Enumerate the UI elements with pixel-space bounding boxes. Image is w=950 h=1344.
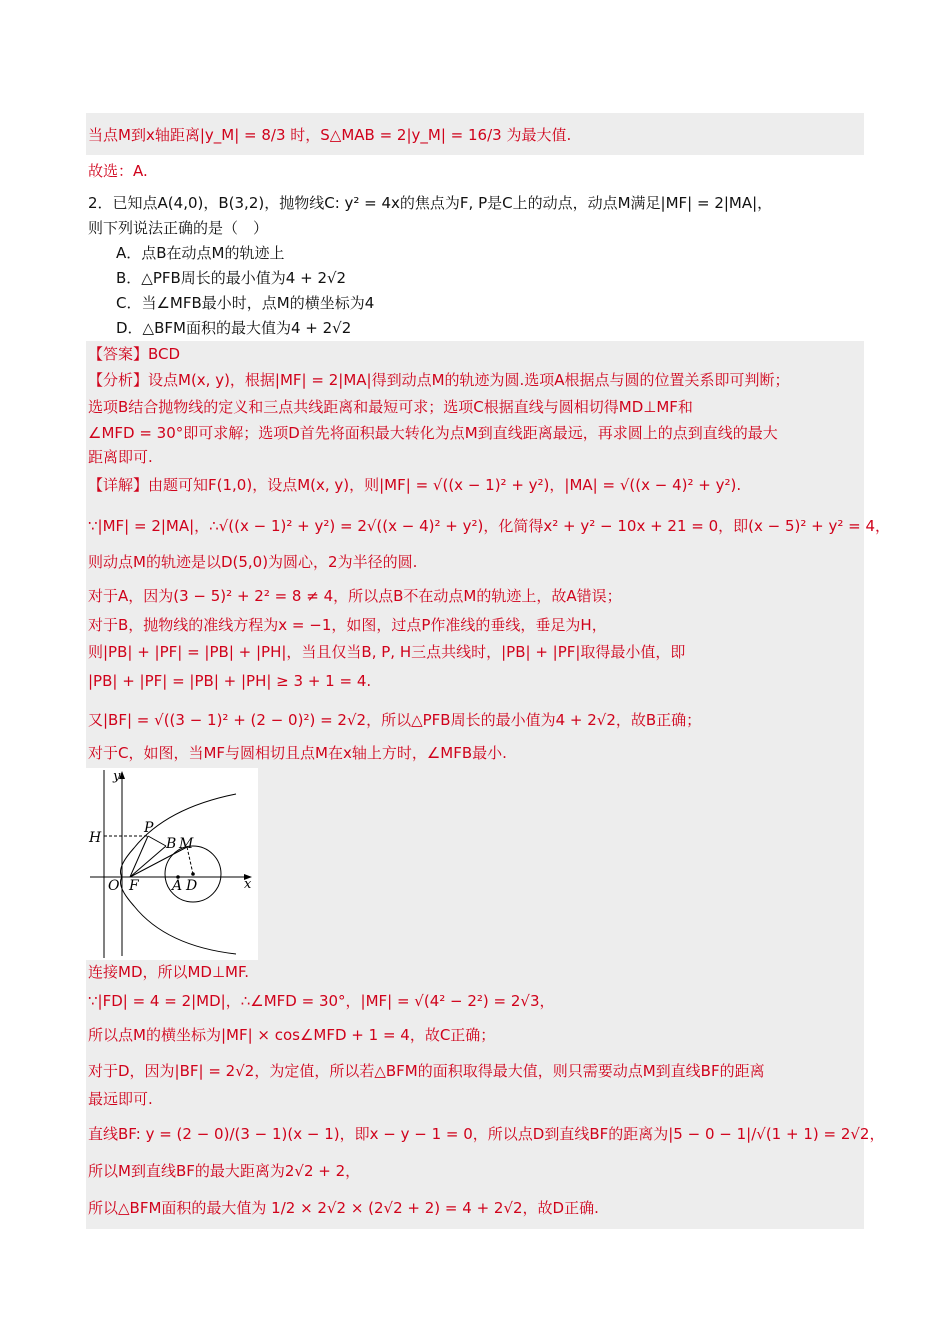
label-b: B <box>166 836 177 852</box>
detail-line: ∵|MF| = 2|MA|，∴√((x − 1)² + y²) = 2√((x − 4)² + y²)，化简得x² + y² − 10x + 21 = 0，即(x − 5)² + y² = 4， <box>88 517 891 535</box>
point-d <box>191 872 195 876</box>
option-d: D．△BFM面积的最大值为4 + 2√2 <box>116 319 352 337</box>
detail-line: 对于B，抛物线的准线方程为x = −1，如图，过点P作准线的垂线，垂足为H， <box>88 616 607 634</box>
detail-line: |PB| + |PF| = |PB| + |PH| ≥ 3 + 1 = 4. <box>88 672 372 690</box>
detail-line: 则|PB| + |PF| = |PB| + |PH|，当且仅当B, P, H三点共线时，|PB| + |PF|取得最小值，即 <box>88 643 686 661</box>
label-o: O <box>108 878 120 894</box>
question-stem: 则下列说法正确的是（ ） <box>88 219 269 237</box>
analysis-line: 选项B结合抛物线的定义和三点共线距离和最短可求；选项C根据直线与圆相切得MD⊥MF和 <box>88 398 693 416</box>
detail-line: 连接MD，所以MD⊥MF. <box>88 963 249 981</box>
detail-line: 所以△BFM面积的最大值为 1/2 × 2√2 × (2√2 + 2) = 4 + 2√2，故D正确. <box>88 1199 599 1217</box>
text-line: 故选：A. <box>88 162 148 180</box>
detail-line: 【详解】由题可知F(1,0)，设点M(x, y)，则|MF| = √((x − 1)² + y²)，|MA| = √((x − 4)² + y²). <box>88 476 742 494</box>
detail-line: 对于D，因为|BF| = 2√2，为定值，所以若△BFM的面积取得最大值，则只需要动点M到直线BF的距离 <box>88 1062 765 1080</box>
detail-line: 最远即可. <box>88 1090 153 1108</box>
label-h: H <box>89 830 102 846</box>
label-p: P <box>144 820 154 836</box>
label-m: M <box>179 836 194 852</box>
analysis-line: ∠MFD = 30°即可求解；选项D首先将面积最大转化为点M到直线距离最远，再求圆上的点到直线的最大 <box>88 424 778 442</box>
detail-line: 又|BF| = √((3 − 1)² + (2 − 0)²) = 2√2，所以△PFB周长的最小值为4 + 2√2，故B正确； <box>88 711 702 729</box>
detail-line: 所以M到直线BF的最大距离为2√2 + 2， <box>88 1162 361 1180</box>
detail-line: 对于C，如图，当MF与圆相切且点M在x轴上方时，∠MFB最小. <box>88 744 507 762</box>
analysis-line: 距离即可. <box>88 448 153 466</box>
detail-line: 则动点M的轨迹是以D(5,0)为圆心，2为半径的圆. <box>88 553 418 571</box>
detail-line: 对于A，因为(3 − 5)² + 2² = 8 ≠ 4，所以点B不在动点M的轨迹上，故A错误； <box>88 587 622 605</box>
parabola-circle-figure <box>86 768 258 960</box>
label-a: A <box>172 878 183 894</box>
detail-line: 直线BF: y = (2 − 0)/(3 − 1)(x − 1)，即x − y − 1 = 0，所以点D到直线BF的距离为|5 − 0 − 1|/√(1 + 1) = 2√2， <box>88 1125 885 1143</box>
analysis-line: 【分析】设点M(x, y)，根据|MF| = 2|MA|得到动点M的轨迹为圆.选项A根据点与圆的位置关系即可判断； <box>88 371 790 389</box>
label-y: y <box>113 769 121 784</box>
label-f: F <box>129 878 139 894</box>
answer-label: 【答案】BCD <box>88 345 181 363</box>
detail-line: ∵|FD| = 4 = 2|MD|，∴∠MFD = 30°，|MF| = √(4² − 2²) = 2√3， <box>88 992 555 1010</box>
detail-line: 所以点M的横坐标为|MF| × cos∠MFD + 1 = 4，故C正确； <box>88 1026 496 1044</box>
label-d: D <box>186 878 198 894</box>
figure-background <box>86 768 258 960</box>
question-stem: 2．已知点A(4,0)，B(3,2)，抛物线C: y² = 4x的焦点为F, P是C上的动点，动点M满足|MF| = 2|MA|， <box>88 194 773 212</box>
text-line: 当点M到x轴距离|y_M| = 8/3 时，S△MAB = 2|y_M| = 16/3 为最大值. <box>88 126 572 144</box>
label-x: x <box>244 877 252 892</box>
option-b: B．△PFB周长的最小值为4 + 2√2 <box>116 269 347 287</box>
option-c: C．当∠MFB最小时，点M的横坐标为4 <box>116 294 375 312</box>
option-a: A．点B在动点M的轨迹上 <box>116 244 285 262</box>
